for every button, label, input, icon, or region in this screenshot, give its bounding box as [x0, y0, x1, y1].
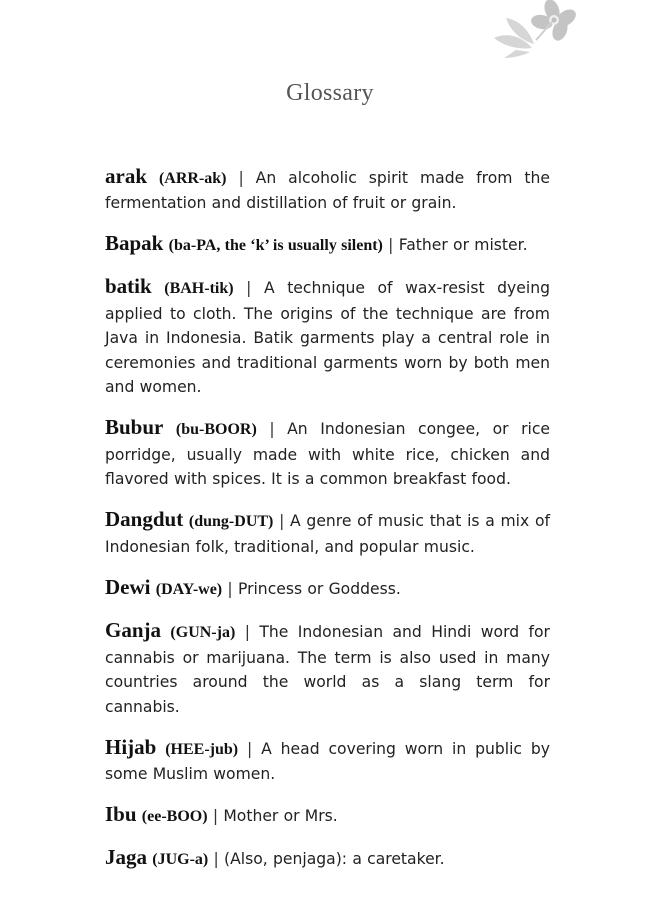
entry-definition: The Indonesian and Hindi word for cannabis or marijuana. The term is also used in many countries around the world as a slang term for cannabis. — [105, 623, 550, 716]
entry-pronunciation: (GUN-ja) — [170, 624, 236, 642]
entry-definition: Father or mister. — [398, 236, 528, 255]
entry-separator: | — [247, 739, 253, 758]
entry-pronunciation: (bu-BOOR) — [175, 421, 257, 439]
entry-term: Bapak — [105, 231, 164, 256]
entry-pronunciation: (ba-PA, the ‘k’ is usually silent) — [168, 237, 383, 255]
entry-pronunciation: (ee-BOO) — [141, 808, 208, 826]
glossary-entry-arak — [105, 164, 550, 216]
entry-separator: | — [212, 807, 219, 826]
glossary-entry-hijab — [105, 735, 550, 787]
floral-ornament-icon — [482, 0, 582, 58]
entry-term: Hijab — [105, 734, 157, 759]
glossary-entry-dangdut — [105, 507, 550, 559]
glossary-entry-ibu — [105, 802, 550, 830]
entry-term: Ganja — [105, 618, 162, 643]
entry-definition: A head covering worn in public by some Muslim women. — [105, 739, 550, 784]
page-title: Glossary — [286, 80, 374, 106]
entry-definition: A technique of wax-resist dyeing applied to cloth. The origins of the technique are from Java in Indonesia. Batik garments play a central role in ceremonies and traditional garments worn by both men and women. — [105, 279, 550, 397]
entry-pronunciation: (BAH-tik) — [164, 280, 234, 298]
entry-term: arak — [105, 163, 147, 188]
entry-definition: Princess or Goddess. — [237, 580, 401, 599]
entry-pronunciation: (HEE-jub) — [165, 740, 239, 758]
entry-definition: An alcoholic spirit made from the fermentation and distillation of fruit or grain. — [105, 168, 550, 213]
glossary-entry-jaga — [105, 845, 550, 873]
entry-term: batik — [105, 274, 152, 299]
entry-definition: Mother or Mrs. — [223, 807, 338, 826]
entry-pronunciation: (JUG-a) — [152, 851, 209, 869]
entry-separator: | — [244, 623, 250, 642]
entry-separator: | — [269, 420, 275, 439]
entry-separator: | — [246, 279, 252, 298]
glossary-entry-dewi — [105, 575, 550, 603]
entry-term: Jaga — [105, 845, 147, 870]
entry-separator: | — [388, 236, 394, 255]
entry-separator: | — [213, 850, 219, 869]
entry-separator: | — [238, 168, 244, 187]
glossary-entry-bubur — [105, 415, 550, 492]
entry-term: Dangdut — [105, 507, 184, 532]
entry-pronunciation: (DAY-we) — [155, 581, 223, 599]
entry-term: Bubur — [105, 415, 164, 440]
entry-definition: (Also, penjaga): a caretaker. — [224, 850, 445, 869]
glossary-entry-batik — [105, 274, 550, 400]
entry-definition: An Indonesian congee, or rice porridge, usually made with white rice, chicken and flavored with spices. It is a common breakfast food. — [105, 420, 550, 489]
entry-separator: | — [227, 580, 233, 599]
glossary-list — [105, 148, 550, 885]
entry-term: Dewi — [105, 575, 151, 600]
entry-separator: | — [279, 512, 285, 531]
entry-term: Ibu — [105, 802, 137, 827]
glossary-entry-bapak — [105, 231, 550, 259]
entry-pronunciation: (ARR-ak) — [158, 169, 227, 187]
glossary-entry-ganja — [105, 618, 550, 719]
entry-pronunciation: (dung-DUT) — [188, 513, 274, 531]
entry-definition: A genre of music that is a mix of Indonesian folk, traditional, and popular music. — [105, 512, 550, 556]
